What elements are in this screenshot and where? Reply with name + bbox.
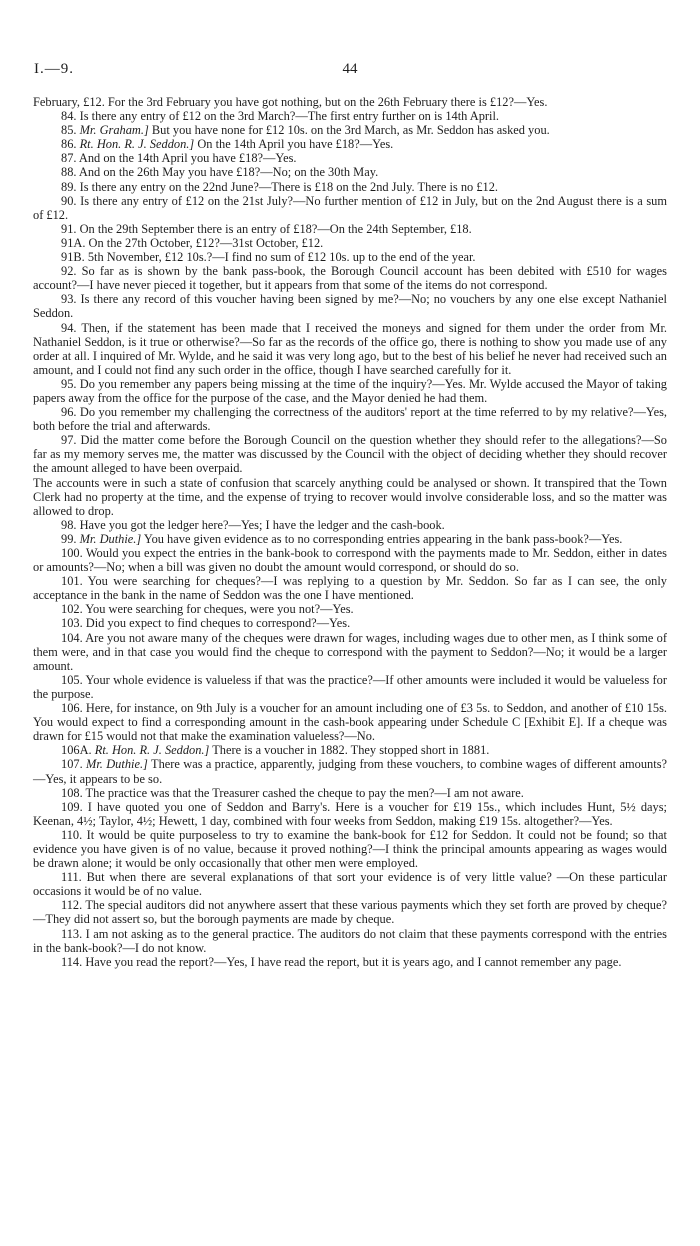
paragraph: 100. Would you expect the entries in the bank-book to correspond with the payments made to Mr. Seddon, either in dates or amounts?—No; when a bill was given no doubt the amount would correspond, or should do so. (33, 546, 667, 575)
paragraph-text: There was a practice, apparently, judging from these vouchers, to combine wages of different amounts?—Yes, it appears to be so. (33, 757, 668, 786)
paragraph: 93. Is there any record of this voucher having been signed by me?—No; no vouchers by any one else except Nathaniel Seddon. (33, 292, 667, 321)
question-number: 106A. (61, 743, 92, 758)
paragraph: 94. Then, if the statement has been made that I received the moneys and signed for them under the order from Mr. Nathaniel Seddon, is it true or otherwise?—So far as the records of the office go, there is nothing to show you made use of any order at all. I inquired of Mr. Wylde, and he said it was very long ago, but to the best of his belief he never had received such an amount, and I could not find any such order in the office, though I have searched carefully for it. (33, 320, 667, 377)
paragraph: 89. Is there any entry on the 22nd June?—There is £18 on the 2nd July. There is no £12. (61, 179, 499, 194)
paragraph: 84. Is there any entry of £12 on the 3rd March?—The first entry further on is 14th April. (61, 109, 500, 124)
paragraph: February, £12. For the 3rd February you have got nothing, but on the 26th February there is £12?—Yes. (33, 95, 548, 109)
speaker-name: Mr. Duthie.] (79, 531, 142, 546)
paragraph: 96. Do you remember my challenging the correctness of the auditors' report at the time referred to by my relative?—Yes, both before the trial and afterwards. (33, 405, 667, 434)
paragraph: The accounts were in such a state of confusion that scarcely anything could be analysed or shown. It transpired that the Town Clerk had no property at the time, and the expense of trying to recover would involve considerable loss, and so the matter was allowed to drop. (33, 475, 667, 518)
paragraph-text: There is a voucher in 1882. They stopped short in 1881. (212, 743, 490, 758)
question-number: 86. (61, 137, 77, 152)
paragraph: 109. I have quoted you one of Seddon and Barry's. Here is a voucher for £19 15s., which includes Hunt, 5½ days; Keenan, 4½; Taylor, 4½; Hewett, 1 day, combined with four weeks from Seddon, making £19 15s. altogether?—Yes. (33, 799, 667, 828)
paragraph: 105. Your whole evidence is valueless if that was the practice?—If other amounts were included it would be valueless for the purpose. (33, 672, 667, 701)
paragraph: 104. Are you not aware many of the cheques were drawn for wages, including wages due to other men, as I think some of them were, and in that case you would find the cheque to correspond with the payment to Seddon?—No; it would be a larger amount. (33, 630, 667, 673)
speaker-name: Mr. Graham.] (79, 123, 149, 138)
speaker-name: Rt. Hon. R. J. Seddon.] (79, 137, 195, 152)
paragraph: 102. You were searching for cheques, were you not?—Yes. (61, 602, 354, 617)
paragraph: 97. Did the matter come before the Borough Council on the question whether they should refer to the allegations?—So far as my memory serves me, the matter was discussed by the Council with the object of deciding whether they should recover the amount alleged to have been overpaid. (33, 433, 667, 476)
paragraph: 90. Is there any entry of £12 on the 21st July?—No further mention of £12 in July, but on the 2nd August there is a sum of £12. (33, 193, 667, 222)
paragraph: 87. And on the 14th April you have £18?—Yes. (61, 151, 297, 166)
paragraph (33, 137, 667, 151)
paragraph: 112. The special auditors did not anywhere assert that these various payments which they set forth are proved by cheque?—They did not assert so, but the borough payments are made by cheque. (33, 898, 667, 927)
paragraph (33, 123, 667, 137)
paragraph: 110. It would be quite purposeless to try to examine the bank-book for £12 for Seddon. It could not be found; so that evidence you have given is of no value, because it proved nothing?—I think the principal amounts appearing as wages would be drawn alone; it would be only occasionally that other men were employed. (33, 827, 667, 871)
page-number: 44 (342, 61, 358, 77)
page-header (34, 62, 666, 80)
paragraph: 114. Have you read the report?—Yes, I have read the report, but it is years ago, and I cannot remember any page. (61, 954, 622, 969)
question-number: 107. (61, 757, 83, 772)
speaker-name: Rt. Hon. R. J. Seddon.] (94, 743, 210, 758)
paragraph: 103. Did you expect to find cheques to correspond?—Yes. (61, 616, 351, 631)
paragraph: 95. Do you remember any papers being missing at the time of the inquiry?—Yes. Mr. Wylde accused the Mayor of taking papers away from the office for the purpose of the case, and the Mayor denied he had them. (33, 376, 667, 405)
paragraph-text: You have given evidence as to no corresponding entries appearing in the bank pass-book?—Yes. (143, 531, 623, 546)
paragraph-text: But you have none for £12 10s. on the 3rd March, as Mr. Seddon has asked you. (151, 123, 550, 138)
paragraph: 91A. On the 27th October, £12?—31st October, £12. (61, 235, 324, 250)
paragraph: 108. The practice was that the Treasurer cashed the cheque to pay the men?—I am not aware. (61, 785, 524, 800)
paragraph-text: On the 14th April you have £18?—Yes. (197, 137, 394, 152)
paragraph: 111. But when there are several explanations of that sort your evidence is of very little value? —On these particular occasions it would be of no value. (33, 870, 667, 899)
paragraph: 101. You were searching for cheques?—I was replying to a question by Mr. Seddon. So far as I can see, the only acceptance in the bank in the name of Seddon was the one I have mentioned. (33, 574, 667, 603)
question-number: 85. (61, 123, 77, 138)
paragraph: 113. I am not asking as to the general practice. The auditors do not claim that these payments correspond with the entries in the bank-book?—I do not know. (33, 926, 667, 955)
paragraph: 91B. 5th November, £12 10s.?—I find no sum of £12 10s. up to the end of the year. (61, 250, 476, 265)
paragraph: 92. So far as is shown by the bank pass-book, the Borough Council account has been debited with £510 for wages account?—I have never pieced it together, but it appears from that some of the items do not correspond. (33, 264, 667, 293)
paragraph (33, 743, 667, 757)
document-body (33, 95, 667, 969)
paragraph: 91. On the 29th September there is an entry of £18?—On the 24th September, £18. (61, 221, 472, 236)
series-reference: I.—9. (34, 61, 74, 77)
paragraph (33, 757, 667, 785)
speaker-name: Mr. Duthie.] (86, 757, 148, 772)
paragraph: 98. Have you got the ledger here?—Yes; I have the ledger and the cash-book. (61, 517, 445, 532)
paragraph: 88. And on the 26th May you have £18?—No; on the 30th May. (61, 165, 379, 180)
question-number: 99. (61, 531, 77, 546)
paragraph: 106. Here, for instance, on 9th July is a voucher for an amount including one of £3 5s. to Seddon, and another of £10 15s. You would expect to find a corresponding amount in the cash-book appearing under Schedule C [Exhibit E]. If a cheque was drawn for £15 would not that make the examination valueless?—No. (33, 701, 667, 744)
paragraph (33, 532, 667, 546)
